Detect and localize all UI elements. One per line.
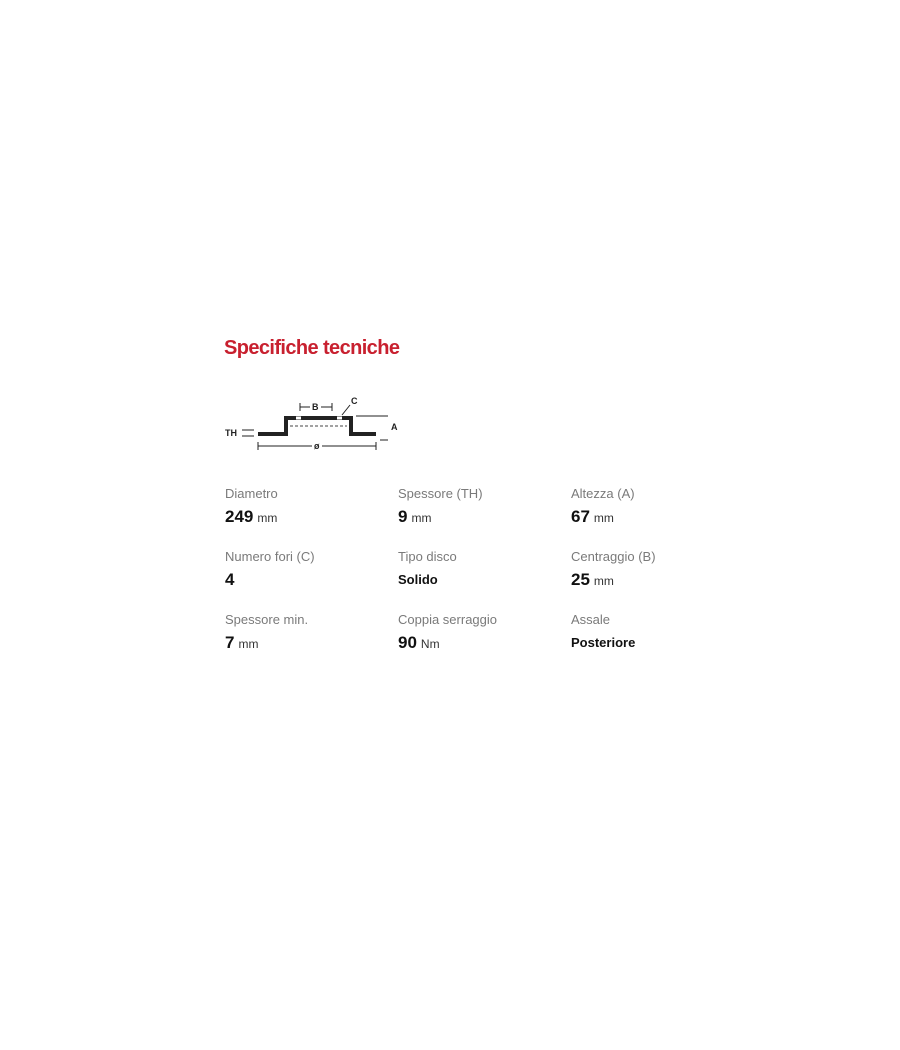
spec-value (398, 571, 568, 589)
brake-disc-diagram (222, 392, 412, 458)
spec-value (225, 508, 395, 527)
spec-value (225, 571, 395, 590)
spec-text-value: Solido (398, 572, 438, 587)
spec-value (571, 508, 741, 527)
spec-unit: mm (593, 511, 614, 525)
page-title: Specifiche tecniche (224, 337, 400, 359)
th-label: TH (225, 428, 237, 438)
spec-number: 67 (571, 507, 590, 526)
c-label: C (351, 396, 358, 406)
spec-label: Centraggio (B) (571, 549, 656, 564)
spec-spessore-min (225, 612, 395, 653)
spec-diametro (225, 486, 395, 527)
spec-unit: mm (257, 511, 278, 525)
spec-altezza-a (571, 486, 741, 527)
spec-label: Diametro (225, 486, 278, 501)
spec-number: 249 (225, 507, 254, 526)
spec-spessore-th (398, 486, 568, 527)
spec-label: Tipo disco (398, 549, 457, 564)
spec-unit: mm (238, 637, 259, 651)
spec-number: 9 (398, 507, 408, 526)
b-label: B (312, 402, 319, 412)
spec-value (571, 634, 741, 652)
spec-number: 25 (571, 570, 590, 589)
spec-unit: Nm (420, 637, 440, 651)
spec-number: 4 (225, 570, 235, 589)
spec-value (398, 508, 568, 527)
spec-unit: mm (411, 511, 432, 525)
spec-number: 7 (225, 633, 235, 652)
spec-label: Spessore min. (225, 612, 309, 627)
spec-assale (571, 612, 741, 652)
spec-value (398, 634, 568, 653)
spec-value (225, 634, 395, 653)
spec-text-value: Posteriore (571, 635, 636, 650)
spec-coppia-serraggio (398, 612, 568, 653)
spec-label: Numero fori (C) (225, 549, 315, 564)
spec-centraggio-b (571, 549, 741, 590)
spec-number: 90 (398, 633, 417, 652)
spec-label: Spessore (TH) (398, 486, 483, 501)
spec-numero-fori (225, 549, 395, 590)
spec-value (571, 571, 741, 590)
spec-unit: mm (593, 574, 614, 588)
spec-tipo-disco (398, 549, 568, 589)
a-label: A (391, 422, 398, 432)
spec-label: Coppia serraggio (398, 612, 498, 627)
diameter-label: ø (314, 441, 320, 451)
spec-label: Assale (571, 612, 611, 627)
spec-label: Altezza (A) (571, 486, 635, 501)
